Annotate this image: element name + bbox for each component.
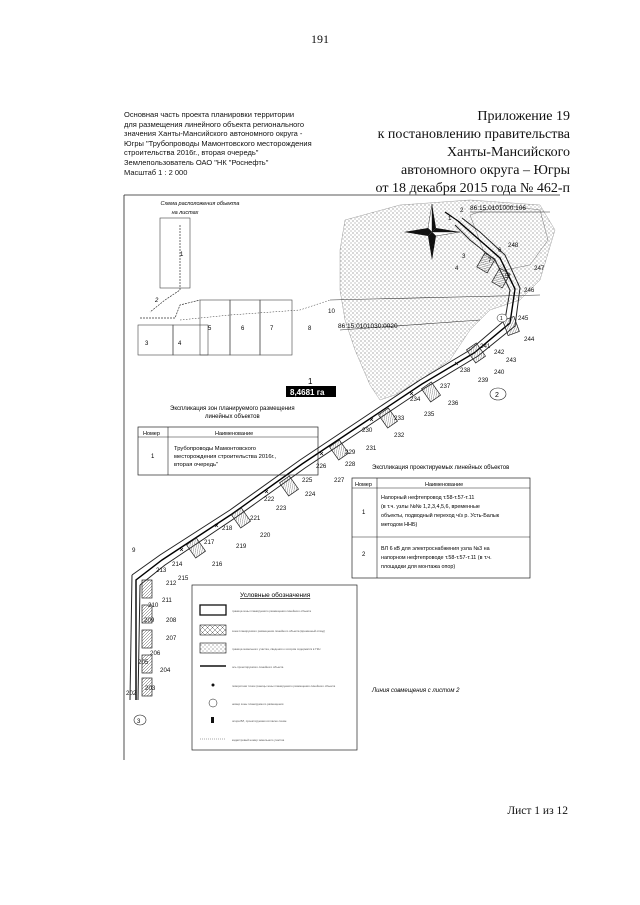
legend-symbol — [200, 643, 226, 653]
inset-sheet-box — [260, 300, 292, 355]
point-label: 3 — [462, 253, 466, 260]
table-cell: методом ННБ) — [381, 522, 418, 528]
point-label: 223 — [276, 505, 287, 512]
legend-item: поворотная точка границы зоны планируемого размещения линейного объекта — [232, 684, 336, 688]
area-label — [286, 377, 336, 397]
point-label: 5 — [505, 273, 509, 280]
table-header: Наименование — [215, 431, 254, 437]
point-label: 244 — [524, 336, 535, 343]
zone-marker-label: 1 — [500, 316, 503, 322]
legend-symbol — [209, 699, 217, 707]
point-label: 231 — [366, 445, 377, 452]
inset-sheet-box — [160, 218, 190, 288]
point-label: 10 — [328, 308, 335, 315]
table-header: Номер — [143, 431, 160, 437]
point-label: 227 — [334, 477, 345, 484]
legend — [192, 585, 357, 750]
zone-marker-label: 3 — [137, 719, 141, 725]
table-header: Номер — [355, 482, 372, 488]
point-label: 213 — [156, 567, 167, 574]
point-label: 229 — [345, 449, 356, 456]
legend-symbol — [200, 605, 226, 615]
table-cell: Напорный нефтепровод т.58-т.57-т.11 — [381, 495, 475, 501]
area-label-value: 8,4681 га — [290, 388, 325, 397]
table-cell: 1 — [362, 510, 366, 516]
point-label: 209 — [144, 617, 155, 624]
appendix-line: автономного округа – Югры — [401, 163, 570, 178]
legend-symbol — [211, 717, 214, 723]
table-cell: Трубопроводы Мамонтовского — [174, 446, 257, 452]
inset-sheet-number: 2 — [155, 298, 159, 304]
legend-item: кадастровый номер земельного участка — [232, 738, 285, 742]
inset-sheet-box — [200, 300, 230, 355]
explication-objects-table — [352, 478, 530, 578]
point-label: 2 — [460, 207, 464, 214]
point-label: 240 — [494, 369, 505, 376]
inset-scheme — [138, 201, 330, 355]
project-info-line: для размещения линейного объекта регионального — [124, 119, 304, 129]
inset-sheet-number: 6 — [241, 326, 245, 332]
point-label: 215 — [178, 575, 189, 582]
appendix-line: к постановлению правительства — [377, 127, 570, 142]
inset-title: Схема расположения объекта — [160, 201, 240, 207]
point-label: 208 — [166, 617, 177, 624]
point-label: 212 — [166, 580, 177, 587]
page-number: 191 — [311, 32, 329, 46]
zone-boundary — [138, 585, 140, 700]
project-info-line: Масштаб 1 : 2 000 — [124, 167, 188, 177]
point-label: 245 — [518, 315, 529, 322]
point-label: 230 — [362, 427, 373, 434]
inset-route — [180, 300, 330, 320]
support-icon — [320, 452, 323, 455]
point-label: 206 — [150, 650, 161, 657]
temp-site — [421, 382, 440, 402]
legend-item: граница земельного участка, сведения о котором содержатся в ГКН — [232, 647, 321, 651]
inset-sheet-box — [173, 325, 208, 355]
point-label: 216 — [212, 561, 223, 568]
temp-site — [142, 580, 152, 598]
support-icon — [265, 490, 268, 493]
legend-title: Условные обозначения — [240, 592, 311, 599]
project-info-line: значения Ханты-Мансийского автономного округа - — [124, 129, 303, 139]
point-label: 242 — [494, 349, 505, 356]
support-icon — [180, 548, 183, 551]
temp-site — [186, 538, 205, 558]
point-label: 205 — [138, 659, 149, 666]
overlap-line-note: Линия совмещения с листом 2 — [372, 688, 460, 694]
inset-sheet-number: 3 — [145, 341, 149, 347]
sheet-label: Лист 1 из 12 — [507, 805, 568, 817]
support-icon — [410, 392, 413, 395]
point-label: 247 — [534, 265, 545, 272]
point-label: 228 — [345, 461, 356, 468]
point-label: 248 — [508, 242, 519, 249]
point-label: 9 — [132, 547, 136, 554]
point-label: 239 — [478, 377, 489, 384]
project-info-line: Землепользователь ОАО "НК "Роснефть" — [124, 157, 269, 167]
project-info-line: строительства 2016г., вторая очередь" — [124, 148, 259, 158]
inset-sheet-box — [138, 325, 173, 355]
point-label: 225 — [302, 477, 313, 484]
point-label: 1 — [448, 215, 452, 222]
appendix-line: от 18 декабря 2015 года № 462-п — [375, 181, 570, 196]
point-label: 222 — [264, 496, 275, 503]
point-label: 7 — [488, 257, 492, 264]
explication-zones-title: Экспликация зон планируемого размещения — [170, 406, 295, 412]
point-label: 243 — [506, 357, 517, 364]
temp-site — [142, 630, 152, 648]
point-label: 234 — [410, 396, 421, 403]
point-label: 241 — [480, 343, 491, 350]
table-header: Наименование — [425, 482, 464, 488]
point-label: 218 — [222, 525, 233, 532]
table-cell: (в т.ч. узлы №№ 1,2,3,4,5,6, временные — [381, 504, 480, 510]
legend-symbol — [200, 625, 226, 635]
explication-objects — [352, 464, 530, 578]
explication-objects-title: Экспликация проектируемых линейных объектов — [372, 465, 510, 471]
explication-zones-title: линейных объектов — [205, 414, 260, 420]
legend-item: ось проектируемого линейного объекта — [232, 665, 284, 669]
appendix-line: Приложение 19 — [477, 109, 570, 124]
zone-marker-label: 2 — [495, 392, 499, 399]
point-label: 237 — [440, 383, 451, 390]
appendix-line: Ханты-Мансийского — [446, 145, 570, 160]
inset-title: на листах — [171, 210, 199, 216]
table-cell: вторая очередь" — [174, 462, 219, 468]
point-label: 6 — [498, 247, 502, 254]
point-label: 4 — [455, 265, 459, 272]
explication-zones — [138, 406, 318, 475]
point-label: 221 — [250, 515, 261, 522]
point-label: 207 — [166, 635, 177, 642]
inset-sheet-number: 4 — [178, 341, 182, 347]
inset-sheet-number: 8 — [308, 326, 312, 332]
legend-symbol — [212, 684, 215, 687]
project-info-line: Основная часть проекта планировки территории — [124, 110, 295, 119]
point-label: 202 — [126, 690, 137, 697]
point-label: 226 — [316, 463, 327, 470]
point-label: 219 — [236, 543, 247, 550]
table-cell: площадки для монтажа опор) — [381, 564, 456, 570]
table-cell: ВЛ 6 кВ для электроснабжения узла №3 на — [381, 546, 490, 552]
table-cell: напорном нефтепроводе т.58-т.57-т.11 (в т.ч. — [381, 555, 492, 561]
point-label: 238 — [460, 367, 471, 374]
project-info-line: Югры "Трубопроводы Мамонтовского месторождения — [124, 138, 312, 148]
point-label: 204 — [160, 667, 171, 674]
cadastral-number-middle: 86:15:0101030:0020 — [338, 323, 398, 330]
point-label: 214 — [172, 561, 183, 568]
table-cell: 1 — [151, 454, 155, 460]
point-label: 232 — [394, 432, 405, 439]
inset-sheet-number: 1 — [180, 252, 184, 258]
inset-sheet-number: 7 — [270, 326, 274, 332]
zone-boundary — [130, 575, 132, 700]
point-label: 236 — [448, 400, 459, 407]
point-label: 211 — [162, 597, 172, 604]
legend-item: номер зоны планируемого размещения — [232, 702, 284, 706]
legend-item: опора ВЛ, проектируемая согласно схеме — [232, 719, 287, 723]
inset-route — [140, 300, 200, 318]
inset-sheet-box — [230, 300, 260, 355]
temp-site — [279, 476, 298, 496]
table-cell: 2 — [362, 552, 366, 558]
point-label: 246 — [524, 287, 535, 294]
point-label: 233 — [394, 415, 405, 422]
point-label: 217 — [204, 539, 215, 546]
point-label: 235 — [424, 411, 435, 418]
table-cell: объекты, подводный переход ч/з р. Усть-Балык — [381, 513, 500, 519]
temp-site — [231, 508, 250, 528]
point-label: 203 — [145, 685, 156, 692]
point-label: 224 — [305, 491, 316, 498]
legend-item: граница зоны планируемого размещения линейного объекта — [232, 609, 312, 613]
point-label: 210 — [148, 602, 159, 609]
inset-sheet-number: 5 — [208, 326, 212, 332]
cadastral-number-top: 86:15:0101000:106 — [470, 205, 527, 212]
area-label-number: 1 — [308, 377, 313, 386]
legend-item: зона планируемого размещения линейного объекта (временный отвод) — [232, 629, 325, 633]
point-label: 220 — [260, 532, 271, 539]
table-cell: месторождения строительства 2016г., — [174, 454, 277, 460]
